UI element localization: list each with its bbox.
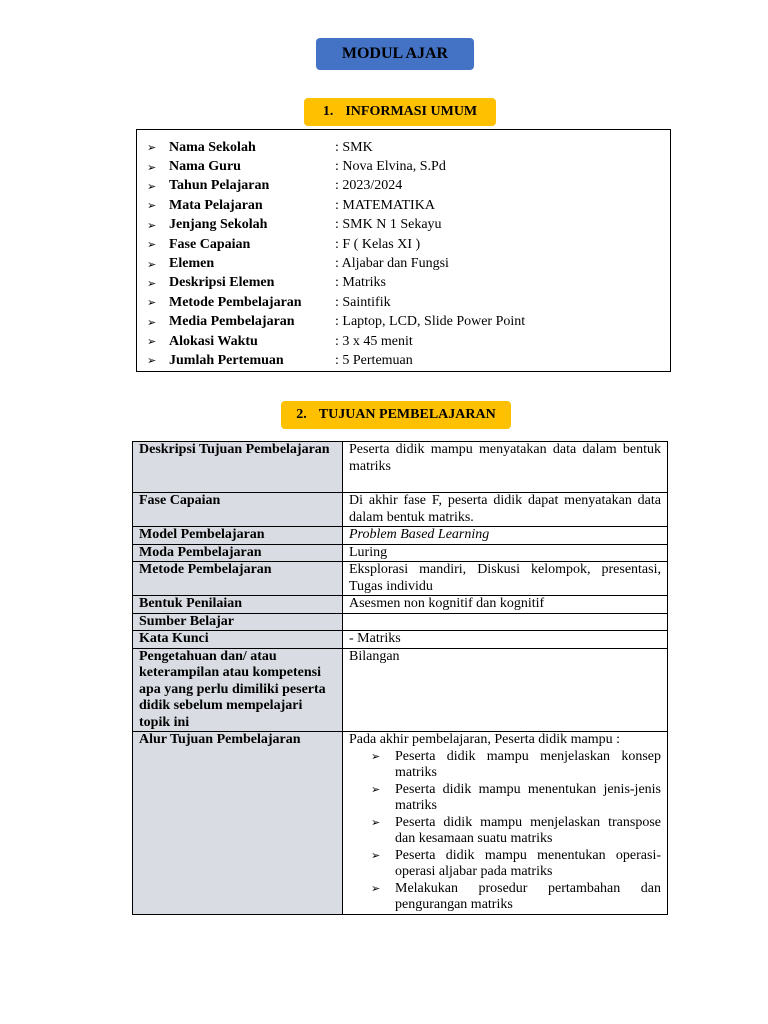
info-value: : F ( Kelas XI ) (335, 236, 421, 252)
arrow-bullet-icon: ➢ (147, 161, 157, 174)
info-label: Jumlah Pertemuan (169, 352, 284, 368)
section-title: TUJUAN PEMBELAJARAN (318, 407, 496, 422)
list-item-text: Peserta didik mampu menentukan jenis-jenis matriks (395, 781, 661, 813)
table-row-pengetahuan (133, 648, 668, 732)
arrow-bullet-icon: ➢ (371, 849, 381, 862)
info-row-mata-pelajaran (147, 196, 670, 215)
section-title: INFORMASI UMUM (345, 104, 478, 119)
alur-list (349, 749, 661, 914)
info-row-tahun-pelajaran (147, 177, 670, 196)
tujuan-pembelajaran-table (132, 441, 668, 915)
info-row-alokasi-waktu (147, 332, 670, 351)
info-value: : SMK N 1 Sekayu (335, 217, 442, 233)
row-value (343, 613, 668, 631)
info-value: : Laptop, LCD, Slide Power Point (335, 314, 526, 330)
info-value: : Nova Elvina, S.Pd (335, 159, 446, 175)
section-heading-tujuan-pembelajaran (281, 401, 511, 429)
info-label: Nama Guru (169, 159, 241, 175)
table-row-deskripsi (133, 442, 668, 493)
table-row-penilaian (133, 596, 668, 614)
arrow-bullet-icon: ➢ (371, 816, 381, 829)
table-row-fase-capaian (133, 493, 668, 527)
info-row-metode-pembelajaran (147, 293, 670, 312)
row-label: Moda Pembelajaran (133, 544, 343, 562)
list-item-text: Peserta didik mampu menjelaskan transpose dan kesamaan suatu matriks (395, 814, 661, 846)
list-item (371, 881, 661, 914)
table-row-alur (133, 732, 668, 915)
info-label: Elemen (169, 256, 215, 272)
table-row-model (133, 527, 668, 545)
arrow-bullet-icon: ➢ (147, 277, 157, 290)
info-label: Tahun Pelajaran (169, 178, 270, 194)
info-value: : MATEMATIKA (335, 197, 435, 213)
row-label: Kata Kunci (133, 631, 343, 649)
informasi-umum-box (136, 129, 671, 372)
info-row-nama-guru (147, 157, 670, 176)
arrow-bullet-icon: ➢ (147, 239, 157, 252)
section-heading-informasi-umum (304, 98, 496, 126)
alur-intro: Pada akhir pembelajaran, Peserta didik mampu : (349, 732, 620, 747)
list-item (371, 848, 661, 881)
row-value: Luring (343, 544, 668, 562)
row-value: Asesmen non kognitif dan kognitif (343, 596, 668, 614)
info-row-nama-sekolah (147, 138, 670, 157)
info-value: : Matriks (335, 275, 386, 291)
list-item-text: Melakukan prosedur pertambahan dan pengurangan matriks (395, 880, 661, 912)
row-label: Metode Pembelajaran (133, 562, 343, 596)
row-value: - Matriks (343, 631, 668, 649)
row-label: Alur Tujuan Pembelajaran (133, 732, 343, 915)
info-row-jenjang-sekolah (147, 216, 670, 235)
arrow-bullet-icon: ➢ (147, 180, 157, 193)
row-label: Model Pembelajaran (133, 527, 343, 545)
info-label: Deskripsi Elemen (169, 275, 275, 291)
info-value: : SMK (335, 139, 373, 155)
info-label: Media Pembelajaran (169, 314, 295, 330)
document-title: MODUL AJAR (316, 38, 474, 70)
list-item-text: Peserta didik mampu menentukan operasi-operasi aljabar pada matriks (395, 847, 661, 879)
row-value: Di akhir fase F, peserta didik dapat menyatakan data dalam bentuk matriks. (343, 493, 668, 527)
info-label: Nama Sekolah (169, 139, 256, 155)
arrow-bullet-icon: ➢ (147, 297, 157, 310)
info-value: : Saintifik (335, 294, 391, 310)
arrow-bullet-icon: ➢ (371, 750, 381, 763)
arrow-bullet-icon: ➢ (147, 258, 157, 271)
info-row-jumlah-pertemuan (147, 351, 670, 370)
info-value: : 2023/2024 (335, 178, 403, 194)
info-label: Mata Pelajaran (169, 197, 263, 213)
table-row-metode (133, 562, 668, 596)
info-row-deskripsi-elemen (147, 274, 670, 293)
table-row-sumber (133, 613, 668, 631)
row-value: Eksplorasi mandiri, Diskusi kelompok, presentasi, Tugas individu (343, 562, 668, 596)
table-row-kata-kunci (133, 631, 668, 649)
arrow-bullet-icon: ➢ (147, 200, 157, 213)
info-value: : 3 x 45 menit (335, 333, 413, 349)
row-label: Bentuk Penilaian (133, 596, 343, 614)
info-value: : Aljabar dan Fungsi (335, 256, 449, 272)
info-row-elemen (147, 254, 670, 273)
info-label: Metode Pembelajaran (169, 294, 302, 310)
info-row-media-pembelajaran (147, 313, 670, 332)
row-value: Peserta didik mampu menyatakan data dalam bentuk matriks (343, 442, 668, 493)
section-number: 2. (296, 407, 307, 422)
list-item (371, 749, 661, 782)
arrow-bullet-icon: ➢ (147, 336, 157, 349)
info-label: Fase Capaian (169, 236, 251, 252)
info-row-fase-capaian (147, 235, 670, 254)
row-label: Sumber Belajar (133, 613, 343, 631)
row-label: Pengetahuan dan/ atau keterampilan atau kompetensi apa yang perlu dimiliki peserta didik sebelum mempelajari topik ini (133, 648, 343, 732)
list-item (371, 782, 661, 815)
row-label: Deskripsi Tujuan Pembelajaran (133, 442, 343, 493)
list-item (371, 815, 661, 848)
arrow-bullet-icon: ➢ (371, 783, 381, 796)
info-value: : 5 Pertemuan (335, 352, 413, 368)
arrow-bullet-icon: ➢ (147, 219, 157, 232)
info-label: Alokasi Waktu (169, 333, 258, 349)
section-number: 1. (322, 104, 334, 119)
row-value (343, 732, 668, 915)
info-label: Jenjang Sekolah (169, 217, 268, 233)
arrow-bullet-icon: ➢ (147, 316, 157, 329)
row-value: Bilangan (343, 648, 668, 732)
row-label: Fase Capaian (133, 493, 343, 527)
row-value: Problem Based Learning (343, 527, 668, 545)
arrow-bullet-icon: ➢ (147, 142, 157, 155)
table-row-moda (133, 544, 668, 562)
arrow-bullet-icon: ➢ (147, 355, 157, 368)
arrow-bullet-icon: ➢ (371, 882, 381, 895)
list-item-text: Peserta didik mampu menjelaskan konsep matriks (395, 748, 661, 780)
